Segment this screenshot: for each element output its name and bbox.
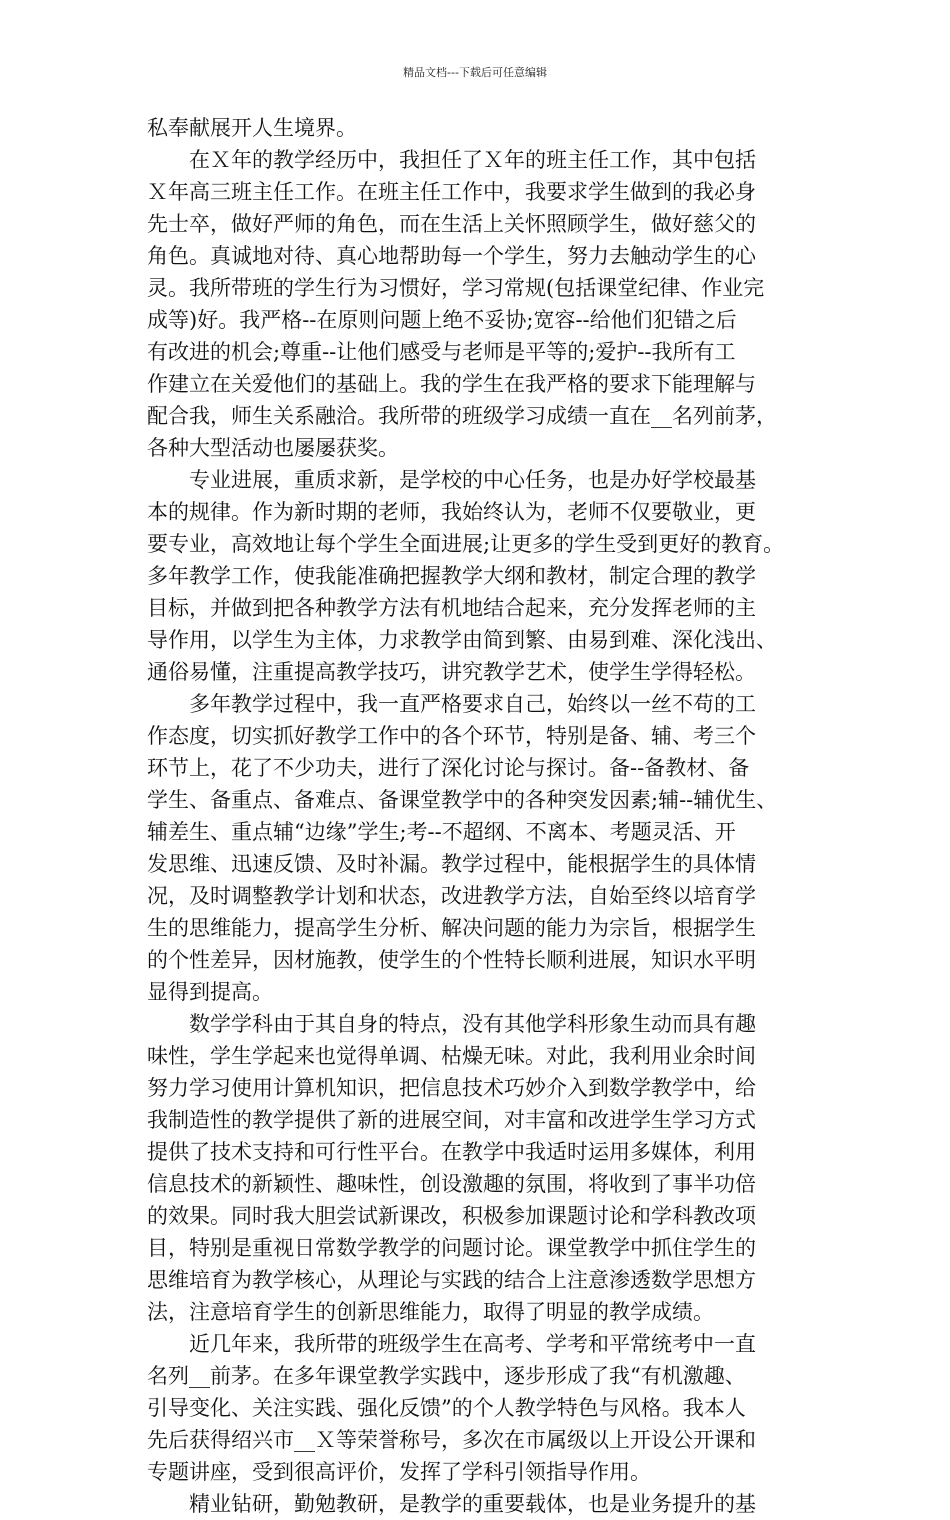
text-line: 有改进的机会;尊重--让他们感受与老师是平等的;爱护--我所有工: [147, 340, 736, 364]
text-line: 通俗易懂，注重提高教学技巧，讲究教学艺术，使学生学得轻松。: [147, 660, 756, 684]
text-line: 环节上，花了不少功夫，进行了深化讨论与探讨。备--备教材、备: [147, 756, 750, 780]
text-line: 先士卒，做好严师的角色，而在生活上关怀照顾学生，做好慈父的: [147, 212, 756, 236]
text-line: 我制造性的教学提供了新的进展空间，对丰富和改进学生学习方式: [147, 1108, 756, 1132]
text-line: 发思维、迅速反馈、及时补漏。教学过程中，能根据学生的具体情: [147, 852, 756, 876]
text-line: 信息技术的新颖性、趣味性，创设激趣的氛围，将收到了事半功倍: [147, 1172, 756, 1196]
text-line: 辅差生、重点辅“边缘”学生;考--不超纲、不离本、考题灵活、开: [147, 820, 736, 844]
text-line: 的效果。同时我大胆尝试新课改，积极参加课题讨论和学科教改项: [147, 1204, 756, 1228]
text-line: 多年教学过程中，我一直严格要求自己，始终以一丝不苟的工: [147, 692, 756, 716]
text-line: 要专业，高效地让每个学生全面进展;让更多的学生受到更好的教育。: [147, 532, 785, 556]
text-line: 名列__前茅。在多年课堂教学实践中，逐步形成了我“有机激趣、: [147, 1364, 746, 1388]
text-line: 私奉献展开人生境界。: [147, 116, 357, 140]
text-line: 多年教学工作，使我能准确把握教学大纲和教材，制定合理的教学: [147, 564, 756, 588]
text-line: 角色。真诚地对待、真心地帮助每一个学生，努力去触动学生的心: [147, 244, 756, 268]
text-line: 成等)好。我严格--在原则问题上绝不妥协;宽容--给他们犯错之后: [147, 308, 737, 332]
text-line: 本的规律。作为新时期的老师，我始终认为，老师不仅要敬业，更: [147, 500, 756, 524]
text-line: 专业进展，重质求新，是学校的中心任务，也是办好学校最基: [147, 468, 756, 492]
text-line: 作态度，切实抓好教学工作中的各个环节，特别是备、辅、考三个: [147, 724, 756, 748]
text-line: 提供了技术支持和可行性平台。在教学中我适时运用多媒体，利用: [147, 1140, 756, 1164]
text-line: 专题讲座，受到很高评价，发挥了学科引领指导作用。: [147, 1460, 651, 1484]
text-line: 法，注意培育学生的创新思维能力，取得了明显的教学成绩。: [147, 1300, 714, 1324]
text-line: 灵。我所带班的学生行为习惯好，学习常规(包括课堂纪律、作业完: [147, 276, 765, 300]
text-line: Ｘ年高三班主任工作。在班主任工作中，我要求学生做到的我必身: [147, 180, 756, 204]
text-line: 精业钻研，勤勉教研，是教学的重要载体，也是业务提升的基: [147, 1492, 756, 1516]
text-line: 努力学习使用计算机知识，把信息技术巧妙介入到数学教学中，给: [147, 1076, 756, 1100]
text-line: 在Ｘ年的教学经历中，我担任了Ｘ年的班主任工作，其中包括: [147, 148, 756, 172]
text-line: 学生、备重点、备难点、备课堂教学中的各种突发因素;辅--辅优生、: [147, 788, 778, 812]
text-line: 况，及时调整教学计划和状态，改进教学方法，自始至终以培育学: [147, 884, 756, 908]
text-line: 目，特别是重视日常数学教学的问题讨论。课堂教学中抓住学生的: [147, 1236, 756, 1260]
page-header: 精品文档---下载后可任意编辑: [403, 66, 547, 79]
text-line: 各种大型活动也屡屡获奖。: [147, 436, 399, 460]
text-line: 引导变化、关注实践、强化反馈”的个人教学特色与风格。我本人: [147, 1396, 746, 1420]
text-line: 近几年来，我所带的班级学生在高考、学考和平常统考中一直: [147, 1332, 756, 1356]
text-line: 配合我，师生关系融洽。我所带的班级学习成绩一直在__名列前茅，: [147, 404, 777, 428]
text-line: 思维培育为教学核心，从理论与实践的结合上注意渗透数学思想方: [147, 1268, 756, 1292]
text-line: 生的思维能力，提高学生分析、解决问题的能力为宗旨，根据学生: [147, 916, 756, 940]
text-line: 显得到提高。: [147, 980, 273, 1004]
text-line: 作建立在关爱他们的基础上。我的学生在我严格的要求下能理解与: [147, 372, 756, 396]
text-line: 的个性差异，因材施教，使学生的个性特长顺利进展，知识水平明: [147, 948, 756, 972]
document-body: [147, 112, 819, 1520]
text-line: 先后获得绍兴市__Ｘ等荣誉称号，多次在市属级以上开设公开课和: [147, 1428, 756, 1452]
text-line: 导作用，以学生为主体，力求教学由简到繁、由易到难、深化浅出、: [147, 628, 777, 652]
text-line: 味性，学生学起来也觉得单调、枯燥无味。对此，我利用业余时间: [147, 1044, 756, 1068]
text-line: 数学学科由于其自身的特点，没有其他学科形象生动而具有趣: [147, 1012, 756, 1036]
text-line: 目标，并做到把各种教学方法有机地结合起来，充分发挥老师的主: [147, 596, 756, 620]
